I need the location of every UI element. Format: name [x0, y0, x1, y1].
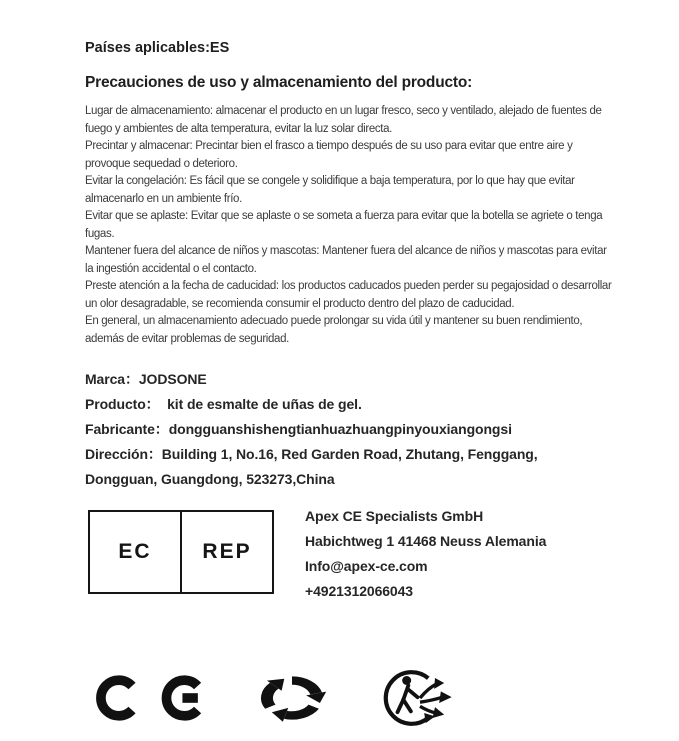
representative-info [305, 504, 546, 604]
precautions-line: fuego y ambientes de alta temperatura, evitar la luz solar directa. [85, 122, 393, 135]
representative-address: Habichtweg 1 41468 Neuss Alemania [305, 533, 547, 549]
brand-line: Marca：JODSONE [85, 371, 207, 387]
representative-phone: +4921312066043 [305, 583, 413, 599]
address-line-2: Dongguan, Guangdong, 523273,China [85, 471, 335, 487]
rep-cell: REP [202, 540, 252, 563]
representative-email: Info@apex-ce.com [305, 558, 428, 574]
precautions-line: Precintar y almacenar: Precintar bien el frasco a tiempo después de su uso para evitar que entre aire y [85, 140, 573, 152]
precautions-line: Preste atención a la fecha de caducidad: los productos caducados pueden perder su pegajosidad o desarrollar [85, 280, 612, 292]
precautions-line: fugas. [85, 227, 115, 240]
ec-rep-section [85, 510, 639, 604]
triman-icon [377, 663, 463, 733]
precautions-title: Precauciones de uso y almacenamiento del producto: [85, 74, 473, 91]
precautions-line: Evitar la congelación: Es fácil que se congele y solidifique a baja temperatura, por lo que hay que evitar [85, 175, 575, 187]
manufacturer-line: Fabricante：dongguanshishengtianhuazhuangpinyouxiangongsi [85, 421, 512, 437]
address-line: Dirección：Building 1, No.16, Red Garden Road, Zhutang, Fenggang, [85, 446, 538, 462]
ec-cell: EC [90, 512, 182, 592]
precautions-line: provoque sequedad o deterioro. [85, 157, 238, 170]
precautions-line: Lugar de almacenamiento: almacenar el producto en un lugar fresco, seco y ventilado, alejado de fuentes de [85, 105, 602, 117]
ce-mark-icon [90, 671, 217, 725]
precautions-line: además de evitar problemas de seguridad. [85, 332, 289, 345]
representative-name: Apex CE Specialists GmbH [305, 508, 484, 524]
precautions-line: Mantener fuera del alcance de niños y mascotas: Mantener fuera del alcance de niños y mascotas para evitar [85, 245, 607, 257]
precautions-line: almacenarlo en un ambiente frío. [85, 192, 242, 205]
applicable-countries-line: Países aplicables:ES [85, 40, 230, 56]
precautions-text [85, 103, 639, 348]
certification-icons-row [85, 662, 639, 734]
precautions-line: un olor desagradable, se recomienda consumir el producto dentro del plazo de caducidad. [85, 297, 515, 310]
precautions-line: Evitar que se aplaste: Evitar que se aplaste o se someta a fuerza para evitar que la botella se agriete o tenga [85, 210, 603, 222]
ec-rep-box [88, 510, 274, 594]
recycling-icon [242, 662, 342, 734]
precautions-line: En general, un almacenamiento adecuado puede prolongar su vida útil y mantener su buen rendimiento, [85, 315, 583, 327]
precautions-line: la ingestión accidental o el contacto. [85, 262, 257, 275]
product-line: Producto： kit de esmalte de uñas de gel. [85, 396, 362, 412]
product-info [85, 367, 639, 492]
